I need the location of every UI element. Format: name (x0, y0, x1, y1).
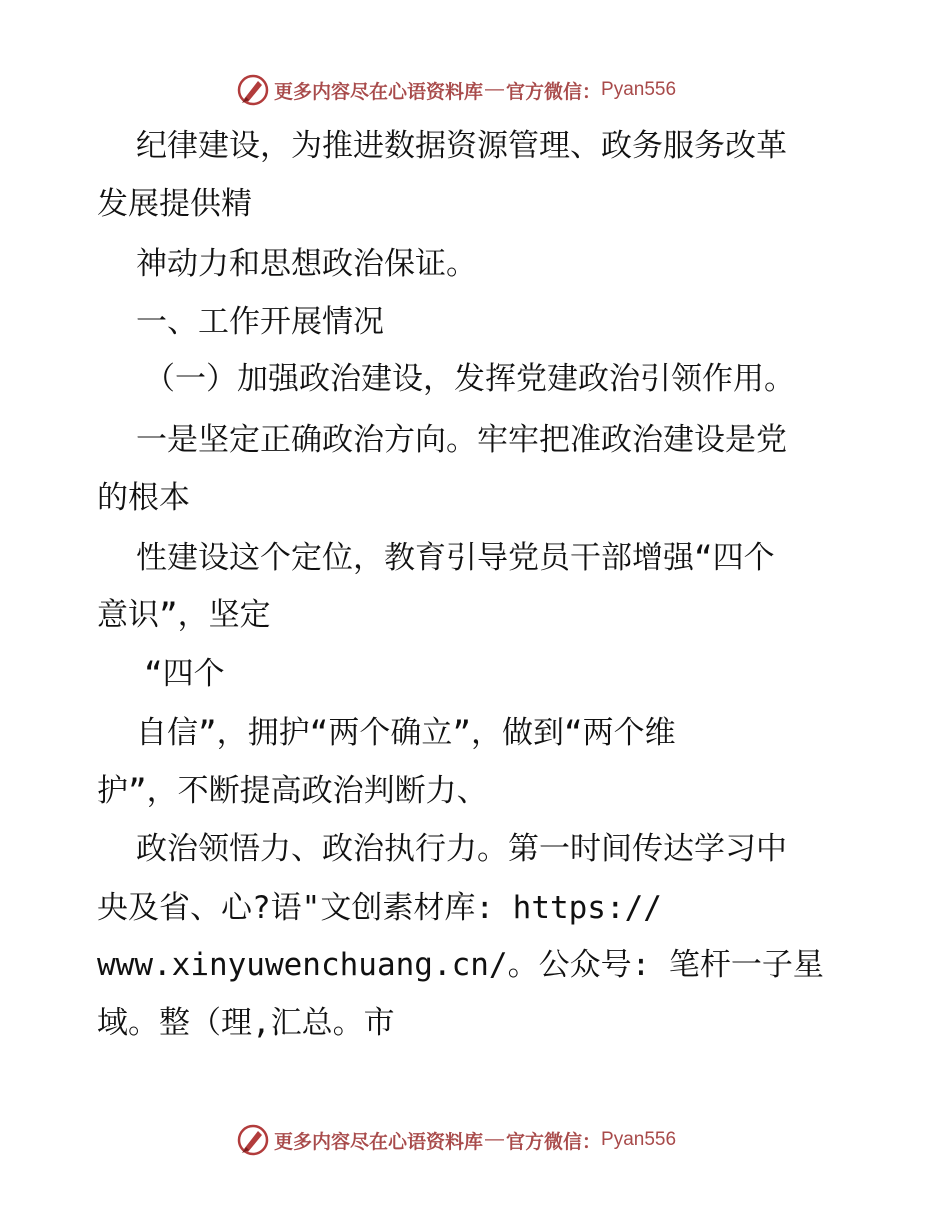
watermark-id: Pyan556 (601, 79, 677, 100)
watermark-contact: 官方微信： (506, 1130, 602, 1153)
pen-seal-icon (236, 73, 270, 107)
body-line: 一、工作开展情况 (136, 304, 384, 340)
pen-seal-icon (236, 1123, 270, 1157)
body-line: 的根本 (97, 480, 190, 516)
body-line: “四个 (144, 656, 225, 692)
header-watermark (236, 70, 796, 110)
watermark-text: 更多内容尽在心语资料库 (274, 80, 484, 103)
body-line: 发展提供精 (97, 186, 252, 222)
body-line: 护”，不断提高政治判断力、 (97, 773, 488, 809)
body-line: 性建设这个定位，教育引导党员干部增强“四个 (136, 540, 775, 576)
body-line: 一是坚定正确政治方向。牢牢把准政治建设是党 (136, 422, 787, 458)
watermark-contact: 官方微信： (506, 80, 602, 103)
watermark-text: 更多内容尽在心语资料库 (274, 1130, 484, 1153)
body-line: 政治领悟力、政治执行力。第一时间传达学习中 (136, 831, 787, 867)
body-line: 央及省、心?语"文创素材库: https:// (97, 890, 662, 926)
body-line: 域。整（理,汇总。市 (97, 1005, 395, 1041)
footer-watermark (236, 1120, 796, 1160)
watermark-separator: — (485, 1129, 505, 1150)
watermark-id: Pyan556 (601, 1129, 677, 1150)
body-line: 意识”，坚定 (97, 597, 271, 633)
body-line: 神动力和思想政治保证。 (136, 246, 477, 282)
watermark-separator: — (485, 79, 505, 100)
body-line: www.xinyuwenchuang.cn/。公众号: 笔杆一子星 (97, 947, 824, 983)
body-line: 自信”，拥护“两个确立”，做到“两个维 (136, 715, 676, 751)
body-line: 纪律建设，为推进数据资源管理、政务服务改革 (136, 128, 787, 164)
body-line: （一）加强政治建设，发挥党建政治引领作用。 (144, 361, 795, 397)
